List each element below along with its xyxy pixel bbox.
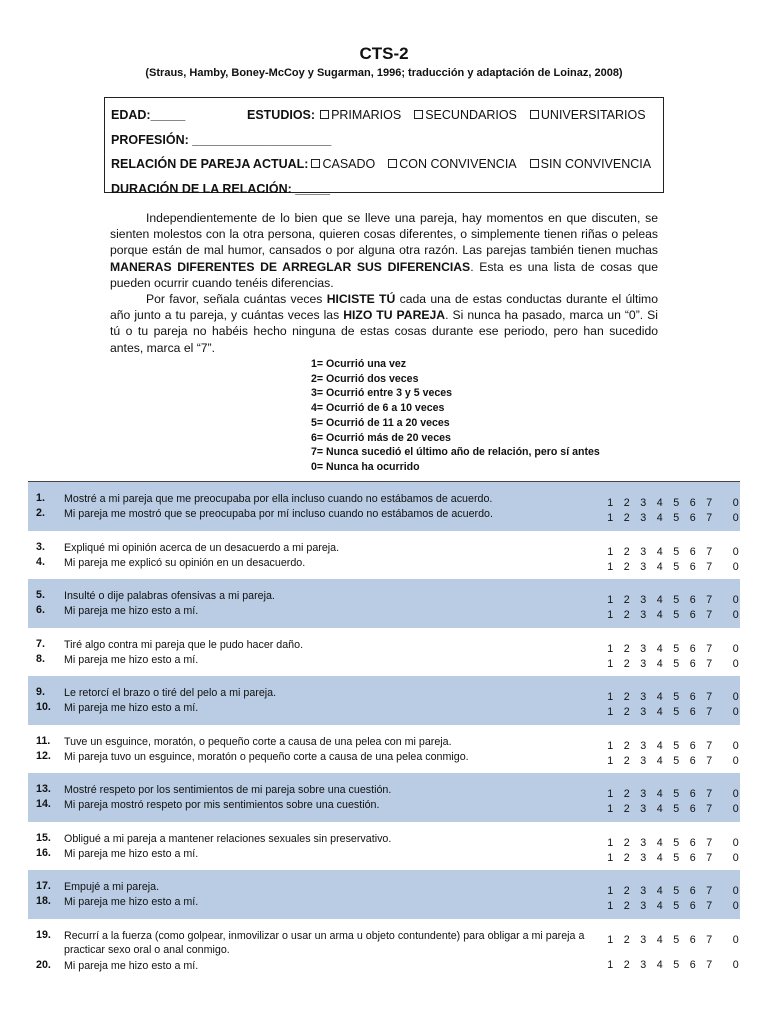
item-row: [36, 847, 588, 861]
item-number: 1.: [36, 492, 45, 504]
scale-option[interactable]: 5: [673, 512, 680, 524]
item-number: 7.: [36, 637, 45, 650]
scale-option[interactable]: 0: [732, 803, 739, 815]
item-number: 13.: [36, 783, 51, 795]
relacion-option-con-convivencia[interactable]: CON CONVIVENCIA: [385, 157, 526, 171]
scale-option[interactable]: 5: [673, 739, 680, 752]
scale-option[interactable]: 3: [640, 836, 647, 849]
scale-option[interactable]: 0: [732, 497, 739, 509]
scale-option[interactable]: 2: [623, 560, 630, 573]
scale-option[interactable]: 5: [673, 754, 680, 767]
item-text: Le retorcí el brazo o tiré del pelo a mi pareja.: [64, 687, 277, 699]
scale-option[interactable]: 2: [623, 958, 630, 971]
item-pair: [28, 531, 740, 580]
profesion-field[interactable]: PROFESIÓN: ____________________: [111, 132, 332, 147]
scale-option[interactable]: 4: [656, 657, 663, 670]
items-table: [28, 481, 740, 977]
scale-option[interactable]: 2: [623, 691, 630, 703]
checkbox[interactable]: [388, 159, 397, 168]
scale-option[interactable]: 4: [656, 691, 663, 703]
response-scale: [602, 643, 744, 655]
scale-option[interactable]: 0: [732, 706, 739, 718]
scale-option[interactable]: 1: [607, 691, 614, 703]
scale-option[interactable]: 0: [732, 609, 739, 621]
scale-option[interactable]: 6: [689, 836, 696, 849]
item-text: Mi pareja me hizo esto a mí.: [64, 896, 199, 908]
scale-option[interactable]: 1: [607, 609, 614, 621]
item-text: Mi pareja tuvo un esguince, moratón o pequeño corte a causa de una pelea conmigo.: [64, 750, 469, 763]
legend-item: 6= Ocurrió más de 20 veces: [311, 431, 451, 444]
scale-option[interactable]: 6: [689, 885, 696, 897]
duracion-field[interactable]: DURACIÓN DE LA RELACIÓN: _____: [111, 181, 331, 196]
item-number: 5.: [36, 589, 45, 601]
item-row: [36, 783, 588, 797]
item-pair: [28, 676, 740, 725]
scale-option[interactable]: 7: [706, 691, 713, 703]
checkbox[interactable]: [530, 110, 539, 119]
scale-option[interactable]: 0: [732, 594, 739, 606]
scale-option[interactable]: 5: [673, 497, 680, 509]
response-scale: [602, 803, 744, 815]
response-scale: [602, 740, 744, 752]
item-pair: [28, 870, 740, 919]
instructions-paragraph-1: Independientemente de lo bien que se lleve una pareja, hay momentos en que discuten, se sienten molestos con la otra persona, quieren cosas diferentes, o simplemente tienen riñas o peleas porque están de mal humor, cansados o por alguna otra razón. Las parejas también tienen muchas MANERAS DIFERENTES DE ARREGLAR SUS DIFERENCIAS. Esta es una lista de cosas que pueden ocurrir cuando tenéis diferencias.: [110, 211, 658, 290]
scale-option[interactable]: 7: [706, 851, 713, 864]
scale-option[interactable]: 1: [607, 788, 614, 800]
scale-option[interactable]: 4: [656, 739, 663, 752]
response-scale: [602, 594, 744, 606]
scale-option[interactable]: 4: [656, 642, 663, 655]
scale-option[interactable]: 7: [706, 836, 713, 849]
scale-option[interactable]: 1: [607, 739, 614, 752]
scale-option[interactable]: 5: [673, 706, 680, 718]
scale-option[interactable]: 5: [673, 958, 680, 971]
scale-option[interactable]: 7: [706, 497, 713, 509]
legend-item: 1= Ocurrió una vez: [311, 358, 407, 370]
scale-option[interactable]: 2: [623, 803, 630, 815]
scale-option[interactable]: 7: [706, 754, 713, 767]
legend-item: 7= Nunca sucedió el último año de relación, pero sí antes: [311, 446, 600, 459]
scale-option[interactable]: 5: [673, 933, 680, 946]
instructions-paragraph-2: Por favor, señala cuántas veces HICISTE TÚ cada una de estas conductas durante el último año junto a tu pareja, y cuántas veces las HIZO TU PAREJA. Si nunca ha pasado, marca un “0”. Si tú o tu pareja no habéis hecho ninguna de estas cosas durante ese periodo, pero han sucedido antes, marca el “7”.: [110, 292, 658, 355]
scale-option[interactable]: 2: [623, 609, 630, 621]
scale-option[interactable]: 7: [706, 609, 713, 621]
item-number: 17.: [36, 880, 51, 892]
scale-option[interactable]: 7: [706, 900, 713, 912]
item-row: [36, 735, 588, 749]
item-text: Mi pareja me hizo esto a mí.: [64, 605, 199, 617]
response-scale: [602, 658, 744, 670]
scale-option[interactable]: 4: [656, 706, 663, 718]
scale-option[interactable]: 3: [640, 933, 647, 946]
item-number: 19.: [36, 928, 51, 941]
scale-option[interactable]: 1: [607, 560, 614, 573]
item-row: [36, 604, 588, 618]
scale-option[interactable]: 1: [607, 851, 614, 864]
scale-option[interactable]: 3: [640, 545, 647, 558]
legend-item: 0= Nunca ha ocurrido: [311, 460, 420, 473]
item-row: [36, 507, 588, 521]
scale-option[interactable]: 0: [732, 900, 739, 912]
scale-option[interactable]: 4: [656, 788, 663, 800]
scale-option[interactable]: 2: [623, 885, 630, 897]
item-row: [36, 929, 588, 957]
estudios-option-secundarios[interactable]: SECUNDARIOS: [411, 108, 527, 122]
response-scale: [602, 546, 744, 558]
scale-option[interactable]: 2: [623, 933, 630, 946]
scale-option[interactable]: 4: [656, 545, 663, 558]
scale-option[interactable]: 3: [640, 594, 647, 606]
scale-option[interactable]: 4: [656, 594, 663, 606]
scale-option[interactable]: 1: [607, 933, 614, 946]
scale-option[interactable]: 2: [623, 657, 630, 670]
item-number: 4.: [36, 555, 45, 568]
item-text: Insulté o dije palabras ofensivas a mi pareja.: [64, 590, 275, 602]
scale-option[interactable]: 2: [623, 512, 630, 524]
scale-option[interactable]: 5: [673, 657, 680, 670]
scale-option[interactable]: 6: [689, 933, 696, 946]
scale-option[interactable]: 0: [732, 691, 739, 703]
item-row: [36, 541, 588, 555]
scale-option[interactable]: 0: [732, 788, 739, 800]
legend-item: 4= Ocurrió de 6 a 10 veces: [311, 402, 445, 415]
scale-option[interactable]: 3: [640, 739, 647, 752]
scale-option[interactable]: 5: [673, 691, 680, 703]
scale-option[interactable]: 2: [623, 836, 630, 849]
item-row: [36, 750, 588, 764]
demographics-box: [104, 97, 664, 196]
scale-option[interactable]: 5: [673, 851, 680, 864]
item-pair: [28, 482, 740, 531]
scale-option[interactable]: 3: [640, 512, 647, 524]
response-scale: [602, 497, 744, 509]
row-duracion: [111, 177, 657, 202]
item-pair: [28, 773, 740, 822]
scale-option[interactable]: 2: [623, 497, 630, 509]
scale-option[interactable]: 7: [706, 594, 713, 606]
item-number: 14.: [36, 798, 51, 810]
item-number: 16.: [36, 846, 51, 859]
scale-option[interactable]: 5: [673, 836, 680, 849]
item-text: Mi pareja mostró respeto por mis sentimientos sobre una cuestión.: [64, 799, 380, 811]
scale-option[interactable]: 4: [656, 512, 663, 524]
scale-option[interactable]: 0: [732, 851, 739, 864]
scale-option[interactable]: 4: [656, 803, 663, 815]
scale-option[interactable]: 5: [673, 560, 680, 573]
item-number: 15.: [36, 831, 51, 844]
item-text: Expliqué mi opinión acerca de un desacuerdo a mi pareja.: [64, 541, 340, 554]
scale-option[interactable]: 6: [689, 497, 696, 509]
scale-legend: [311, 357, 600, 475]
scale-option[interactable]: 3: [640, 788, 647, 800]
scale-option[interactable]: 7: [706, 803, 713, 815]
scale-option[interactable]: 1: [607, 512, 614, 524]
item-text: Mostré a mi pareja que me preocupaba por ella incluso cuando no estábamos de acuerdo.: [64, 493, 493, 505]
scale-option[interactable]: 7: [706, 642, 713, 655]
scale-option[interactable]: 6: [689, 560, 696, 573]
item-row: [36, 686, 588, 700]
item-row: [36, 492, 588, 506]
scale-option[interactable]: 4: [656, 754, 663, 767]
item-number: 3.: [36, 540, 45, 553]
scale-option[interactable]: 2: [623, 739, 630, 752]
edad-field[interactable]: EDAD:_____: [111, 108, 186, 123]
response-scale: [602, 561, 744, 573]
estudios-option-primarios[interactable]: PRIMARIOS: [317, 108, 411, 122]
response-scale: [602, 512, 744, 524]
scale-option[interactable]: 4: [656, 851, 663, 864]
scale-option[interactable]: 4: [656, 958, 663, 971]
item-row: [36, 556, 588, 570]
scale-option[interactable]: 6: [689, 642, 696, 655]
scale-option[interactable]: 1: [607, 657, 614, 670]
estudios-option-universitarios[interactable]: UNIVERSITARIOS: [527, 108, 656, 122]
item-row: [36, 701, 588, 715]
scale-option[interactable]: 7: [706, 706, 713, 718]
scale-option[interactable]: 0: [732, 545, 739, 558]
item-pair: [28, 919, 740, 977]
scale-option[interactable]: 6: [689, 900, 696, 912]
scale-option[interactable]: 7: [706, 933, 713, 946]
scale-option[interactable]: 5: [673, 900, 680, 912]
item-number: 10.: [36, 701, 51, 713]
scale-option[interactable]: 7: [706, 958, 713, 971]
relacion-option-casado[interactable]: CASADO: [308, 157, 385, 171]
item-row: [36, 589, 588, 603]
scale-option[interactable]: 7: [706, 739, 713, 752]
scale-option[interactable]: 3: [640, 642, 647, 655]
response-scale: [602, 837, 744, 849]
item-number: 18.: [36, 895, 51, 907]
response-scale: [602, 885, 744, 897]
scale-option[interactable]: 1: [607, 803, 614, 815]
page-subtitle: (Straus, Hamby, Boney-McCoy y Sugarman, 1996; traducción y adaptación de Loinaz, 2008): [145, 67, 623, 79]
scale-option[interactable]: 6: [689, 512, 696, 524]
checkbox[interactable]: [311, 159, 320, 168]
scale-option[interactable]: 7: [706, 560, 713, 573]
item-text: Mi pareja me explicó su opinión en un desacuerdo.: [64, 556, 306, 569]
response-scale: [602, 609, 744, 621]
scale-option[interactable]: 1: [607, 497, 614, 509]
estudios-label: ESTUDIOS:: [247, 108, 316, 123]
scale-option[interactable]: 5: [673, 594, 680, 606]
item-text: Mi pareja me hizo esto a mí.: [64, 702, 199, 714]
item-text: Mostré respeto por los sentimientos de mi pareja sobre una cuestión.: [64, 784, 392, 796]
scale-option[interactable]: 6: [689, 739, 696, 752]
item-text: Mi pareja me hizo esto a mí.: [64, 653, 199, 666]
row-profesion: [111, 128, 657, 153]
scale-option[interactable]: 7: [706, 512, 713, 524]
scale-option[interactable]: 3: [640, 657, 647, 670]
item-number: 20.: [36, 958, 51, 971]
scale-option[interactable]: 5: [673, 885, 680, 897]
item-text: Mi pareja me hizo esto a mí.: [64, 959, 199, 972]
scale-option[interactable]: 3: [640, 958, 647, 971]
scale-option[interactable]: 4: [656, 885, 663, 897]
scale-option[interactable]: 6: [689, 958, 696, 971]
scale-option[interactable]: 1: [607, 900, 614, 912]
item-row: [36, 832, 588, 846]
scale-option[interactable]: 2: [623, 788, 630, 800]
scale-option[interactable]: 3: [640, 560, 647, 573]
scale-option[interactable]: 1: [607, 836, 614, 849]
item-pair: [28, 628, 740, 677]
scale-option[interactable]: 1: [607, 754, 614, 767]
scale-option[interactable]: 0: [732, 642, 739, 655]
scale-option[interactable]: 3: [640, 706, 647, 718]
scale-option[interactable]: 6: [689, 545, 696, 558]
scale-option[interactable]: 2: [623, 642, 630, 655]
scale-option[interactable]: 3: [640, 609, 647, 621]
scale-option[interactable]: 5: [673, 788, 680, 800]
page-title: CTS-2: [359, 44, 409, 63]
scale-option[interactable]: 5: [673, 642, 680, 655]
scale-option[interactable]: 2: [623, 594, 630, 606]
item-number: 8.: [36, 652, 45, 665]
response-scale: [602, 852, 744, 864]
scale-option[interactable]: 0: [732, 754, 739, 767]
item-number: 2.: [36, 507, 45, 519]
relacion-option-sin-convivencia[interactable]: SIN CONVIVENCIA: [527, 157, 661, 171]
scale-option[interactable]: 6: [689, 851, 696, 864]
scale-option[interactable]: 7: [706, 657, 713, 670]
scale-option[interactable]: 6: [689, 803, 696, 815]
response-scale: [602, 934, 744, 946]
scale-option[interactable]: 6: [689, 706, 696, 718]
item-text: Tuve un esguince, moratón, o pequeño corte a causa de una pelea con mi pareja.: [64, 735, 452, 748]
checkbox[interactable]: [414, 110, 423, 119]
scale-option[interactable]: 1: [607, 958, 614, 971]
response-scale: [602, 788, 744, 800]
item-row: [36, 959, 588, 973]
item-row: [36, 895, 588, 909]
item-text: Mi pareja me hizo esto a mí.: [64, 847, 199, 860]
scale-option[interactable]: 2: [623, 706, 630, 718]
checkbox[interactable]: [530, 159, 539, 168]
scale-option[interactable]: 4: [656, 836, 663, 849]
scale-option[interactable]: 2: [623, 754, 630, 767]
scale-option[interactable]: 3: [640, 900, 647, 912]
item-text: Obligué a mi pareja a mantener relaciones sexuales sin preservativo.: [64, 832, 392, 845]
scale-option[interactable]: 5: [673, 545, 680, 558]
item-pair: [28, 725, 740, 774]
item-text: Empujé a mi pareja.: [64, 881, 160, 893]
row-relacion: [111, 152, 657, 177]
response-scale: [602, 900, 744, 912]
scale-option[interactable]: 7: [706, 545, 713, 558]
instructions: [110, 210, 658, 356]
response-scale: [602, 691, 744, 703]
scale-option[interactable]: 0: [732, 560, 739, 573]
scale-option[interactable]: 0: [732, 739, 739, 752]
scale-option[interactable]: 4: [656, 560, 663, 573]
scale-option[interactable]: 7: [706, 885, 713, 897]
response-scale: [602, 959, 744, 971]
scale-option[interactable]: 4: [656, 609, 663, 621]
scale-option[interactable]: 4: [656, 933, 663, 946]
scale-option[interactable]: 6: [689, 594, 696, 606]
scale-option[interactable]: 1: [607, 594, 614, 606]
relacion-label: RELACIÓN DE PAREJA ACTUAL:: [111, 157, 309, 172]
item-pair: [28, 579, 740, 628]
scale-option[interactable]: 2: [623, 545, 630, 558]
item-number: 12.: [36, 749, 51, 762]
item-text: Recurrí a la fuerza (como golpear, inmovilizar o usar un arma u objeto contundente) para obligar a mi pareja a practicar sexo oral o anal conmigo.: [64, 929, 585, 956]
item-text: Mi pareja me mostró que se preocupaba por mí incluso cuando no estábamos de acuerdo.: [64, 508, 493, 520]
scale-option[interactable]: 2: [623, 851, 630, 864]
item-row: [36, 798, 588, 812]
scale-option[interactable]: 1: [607, 545, 614, 558]
item-row: [36, 653, 588, 667]
scale-option[interactable]: 6: [689, 691, 696, 703]
item-text: Tiré algo contra mi pareja que le pudo hacer daño.: [64, 638, 304, 651]
scale-option[interactable]: 0: [732, 836, 739, 849]
legend-item: 2= Ocurrió dos veces: [311, 372, 419, 385]
scale-option[interactable]: 6: [689, 788, 696, 800]
scale-option[interactable]: 1: [607, 885, 614, 897]
item-number: 6.: [36, 604, 45, 616]
response-scale: [602, 706, 744, 718]
item-row: [36, 638, 588, 652]
legend-item: 5= Ocurrió de 11 a 20 veces: [311, 416, 450, 429]
scale-option[interactable]: 0: [732, 657, 739, 670]
scale-option[interactable]: 0: [732, 933, 739, 946]
scale-option[interactable]: 6: [689, 609, 696, 621]
scale-option[interactable]: 4: [656, 900, 663, 912]
checkbox[interactable]: [320, 110, 329, 119]
scale-option[interactable]: 0: [732, 958, 739, 971]
scale-option[interactable]: 5: [673, 609, 680, 621]
scale-option[interactable]: 0: [732, 512, 739, 524]
scale-option[interactable]: 1: [607, 642, 614, 655]
item-number: 9.: [36, 686, 45, 698]
item-row: [36, 880, 588, 894]
scale-option[interactable]: 4: [656, 497, 663, 509]
scale-option[interactable]: 7: [706, 788, 713, 800]
scale-option[interactable]: 3: [640, 851, 647, 864]
response-scale: [602, 755, 744, 767]
scale-option[interactable]: 3: [640, 754, 647, 767]
item-pair: [28, 822, 740, 871]
scale-option[interactable]: 5: [673, 803, 680, 815]
legend-item: 3= Ocurrió entre 3 y 5 veces: [311, 387, 453, 400]
scale-option[interactable]: 1: [607, 706, 614, 718]
row-edad-estudios: [111, 103, 657, 128]
scale-option[interactable]: 0: [732, 885, 739, 897]
scale-option[interactable]: 6: [689, 657, 696, 670]
scale-option[interactable]: 2: [623, 900, 630, 912]
item-number: 11.: [36, 734, 51, 747]
scale-option[interactable]: 6: [689, 754, 696, 767]
scale-option[interactable]: 3: [640, 497, 647, 509]
scale-option[interactable]: 3: [640, 803, 647, 815]
scale-option[interactable]: 3: [640, 691, 647, 703]
scale-option[interactable]: 3: [640, 885, 647, 897]
